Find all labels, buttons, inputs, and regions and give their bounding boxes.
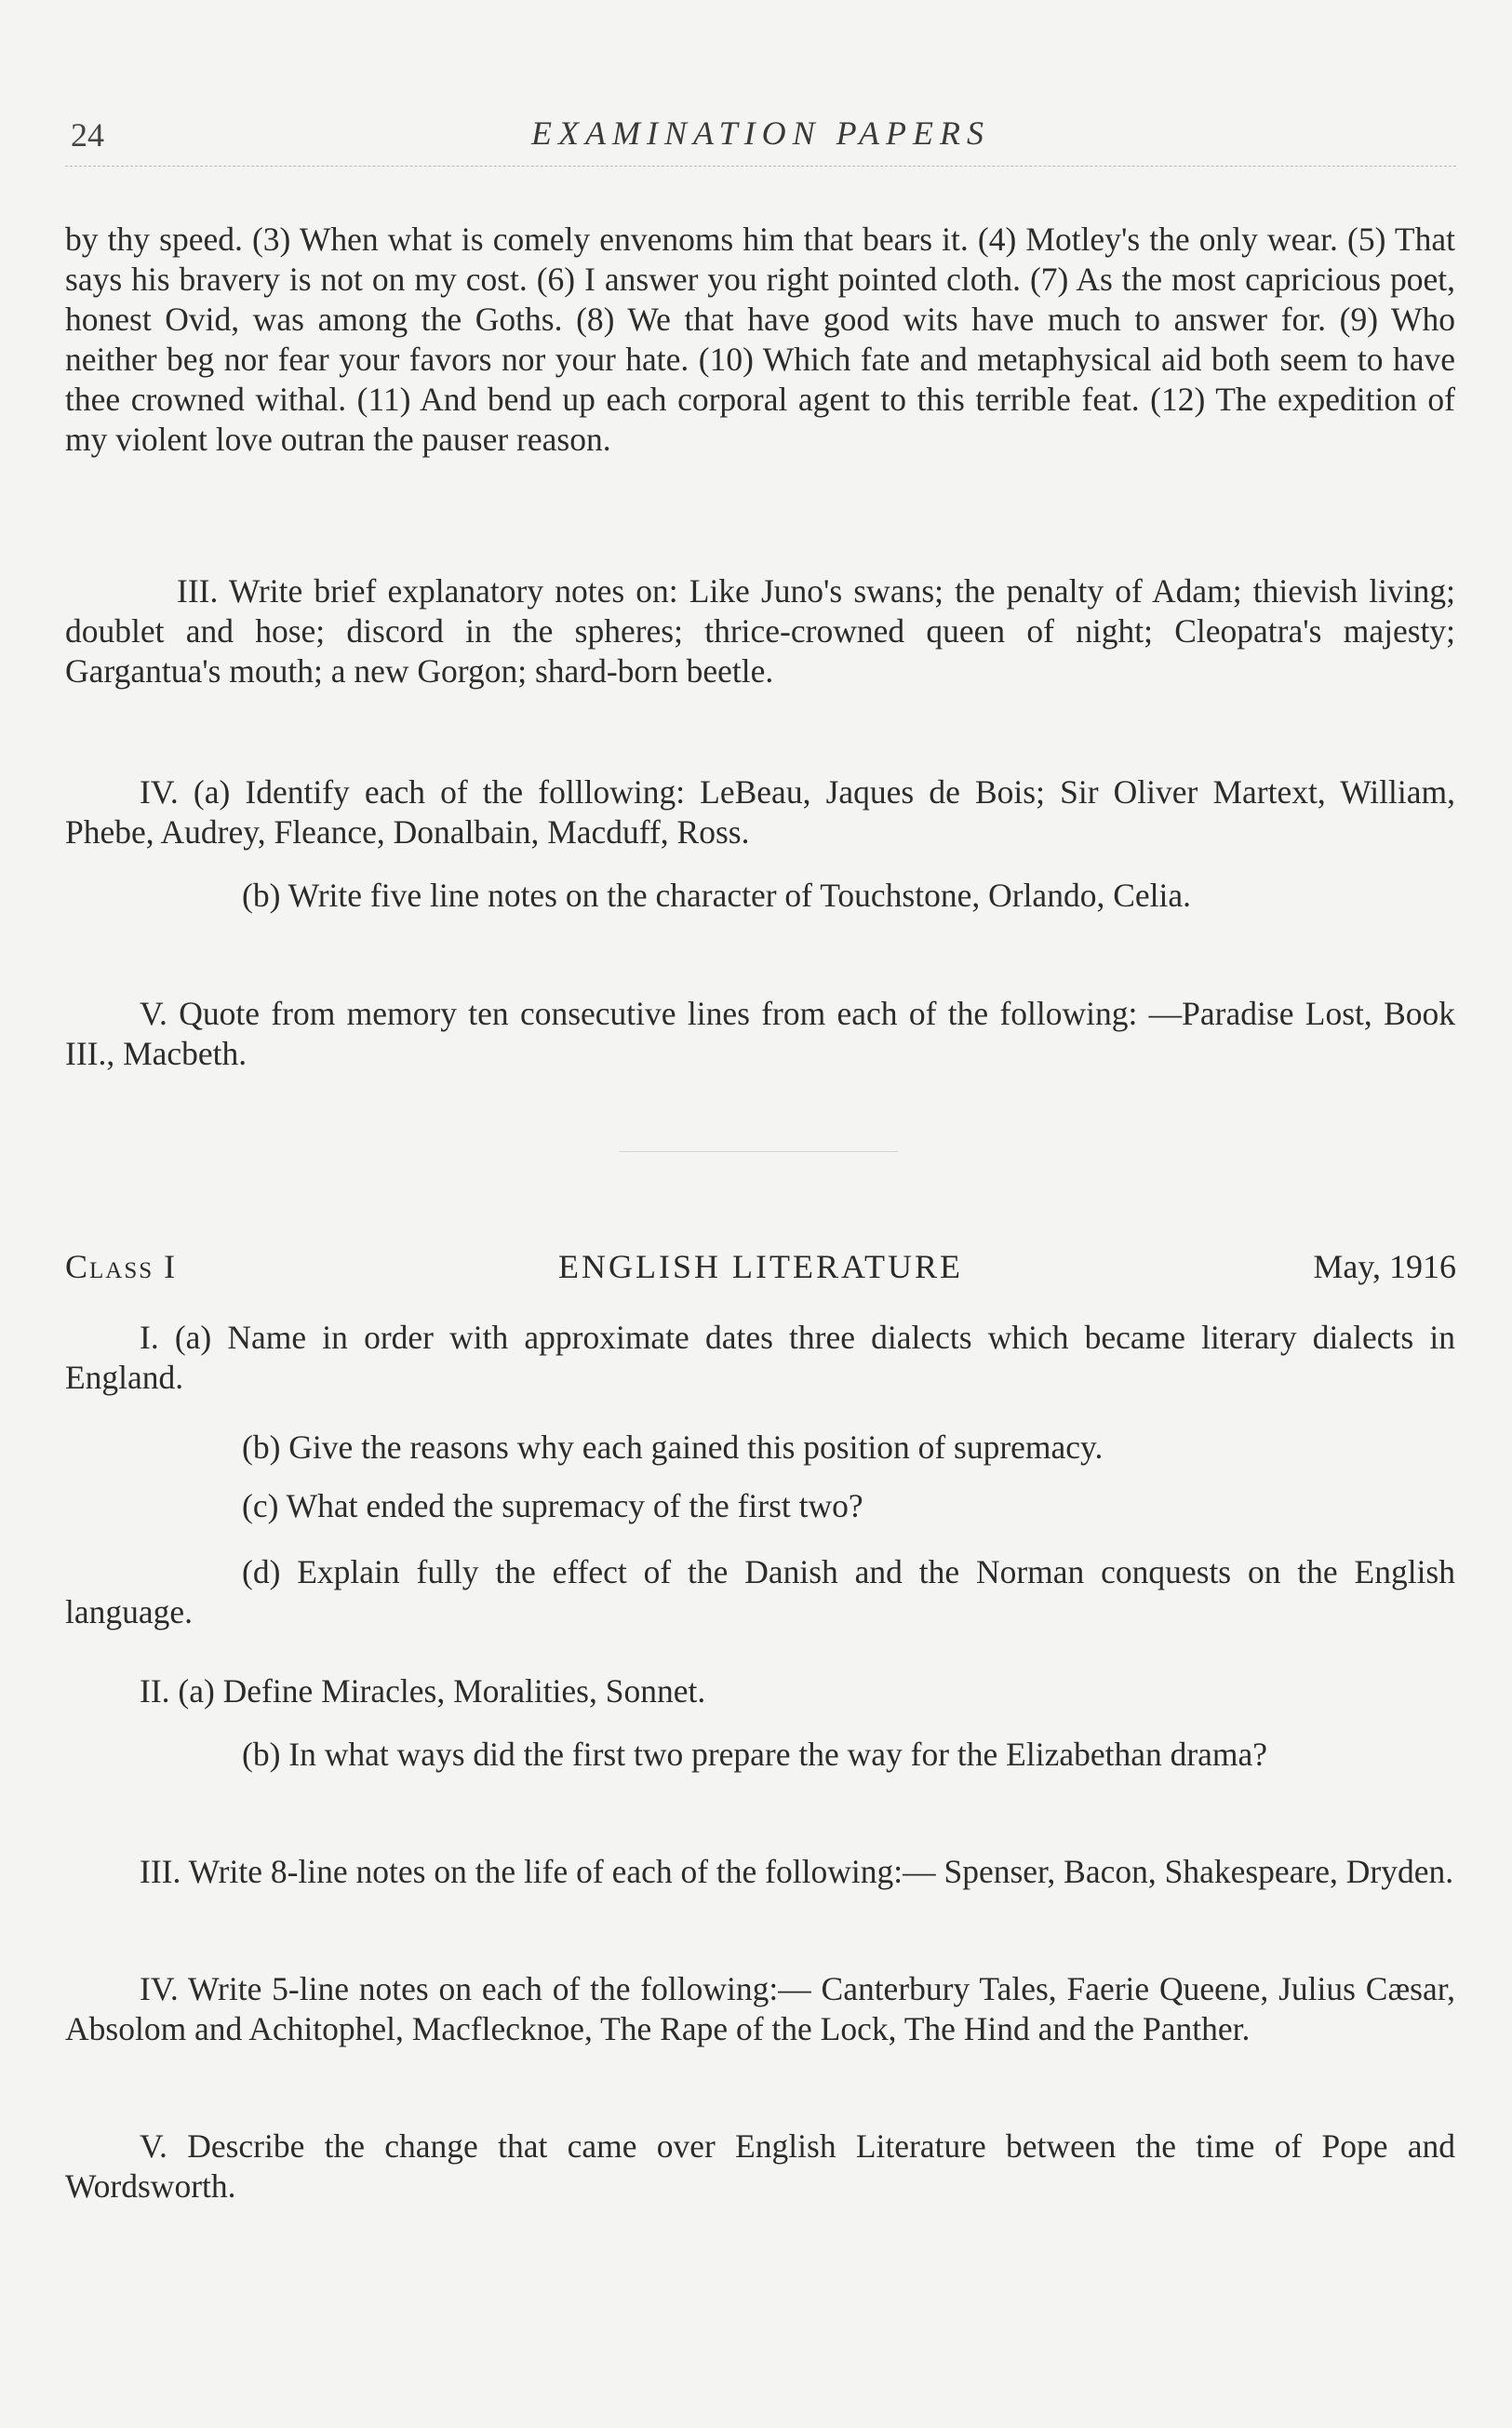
section-divider — [619, 1151, 898, 1152]
question-v-describe: V. Describe the change that came over English Literature between the time of Pope and Wordsworth. — [65, 2127, 1455, 2205]
question-ii-a: II. (a) Define Miracles, Moralities, Sonnet. — [140, 1672, 706, 1710]
question-i-c: (c) What ended the supremacy of the first two? — [242, 1487, 863, 1524]
question-ii-b: (b) In what ways did the first two prepare the way for the Elizabethan drama? — [242, 1736, 1268, 1773]
question-iii-life-notes: III. Write 8-line notes on the life of each of the following:— Spenser, Bacon, Shakespeare, Dryden. — [140, 1853, 1454, 1890]
question-iii-notes: III. Write brief explanatory notes on: Like Juno's swans; the penalty of Adam; thievish living; doublet and hose; discord in the spheres; thrice-crowned queen of night; Cleopatra's majesty; Gargantua's mouth; a new Gorgon; shard-born beetle. — [65, 572, 1455, 690]
running-head — [65, 110, 1456, 167]
question-i-a: I. (a) Name in order with approximate dates three dialects which became literary dialects in England. — [65, 1319, 1455, 1396]
class-label: Class I — [65, 1248, 178, 1285]
section-title: ENGLISH LITERATURE — [558, 1248, 963, 1285]
question-i-d: (d) Explain fully the effect of the Danish and the Norman conquests on the English language. — [65, 1553, 1455, 1630]
paragraph-continuation: by thy speed. (3) When what is comely envenoms him that bears it. (4) Motley's the only wear. (5) That says his bravery is not on my cost. (6) I answer you right pointed cloth. (7) As the most capricious poet, honest Ovid, was among the Goths. (8) We that have good wits have much to answer for. (9) Who neither beg nor fear your favors nor your hate. (10) Which fate and metaphysical aid both seem to have thee crowned withal. (11) And bend up each corporal agent to this terrible feat. (12) The expedition of my violent love outran the pauser reason. — [65, 221, 1455, 458]
section-heading — [65, 1247, 1456, 1294]
question-v-quote: V. Quote from memory ten consecutive lines from each of the following: —Paradise Lost, Book III., Macbeth. — [65, 995, 1455, 1072]
question-i-b: (b) Give the reasons why each gained this position of supremacy. — [242, 1429, 1104, 1466]
question-iv-b: (b) Write five line notes on the character of Touchstone, Orlando, Celia. — [242, 877, 1191, 914]
header-title: EXAMINATION PAPERS — [531, 114, 990, 152]
question-iv-a: IV. (a) Identify each of the folllowing: LeBeau, Jaques de Bois; Sir Oliver Martext, William, Phebe, Audrey, Fleance, Donalbain, Macduff, Ross. — [65, 773, 1455, 851]
question-iv-works-notes: IV. Write 5-line notes on each of the following:— Canterbury Tales, Faerie Queene, Julius Cæsar, Absolom and Achitophel, Macflecknoe, The Rape of the Lock, The Hind and the Panther. — [65, 1970, 1455, 2047]
exam-date: May, 1916 — [1313, 1248, 1456, 1285]
page-number: 24 — [71, 116, 104, 154]
